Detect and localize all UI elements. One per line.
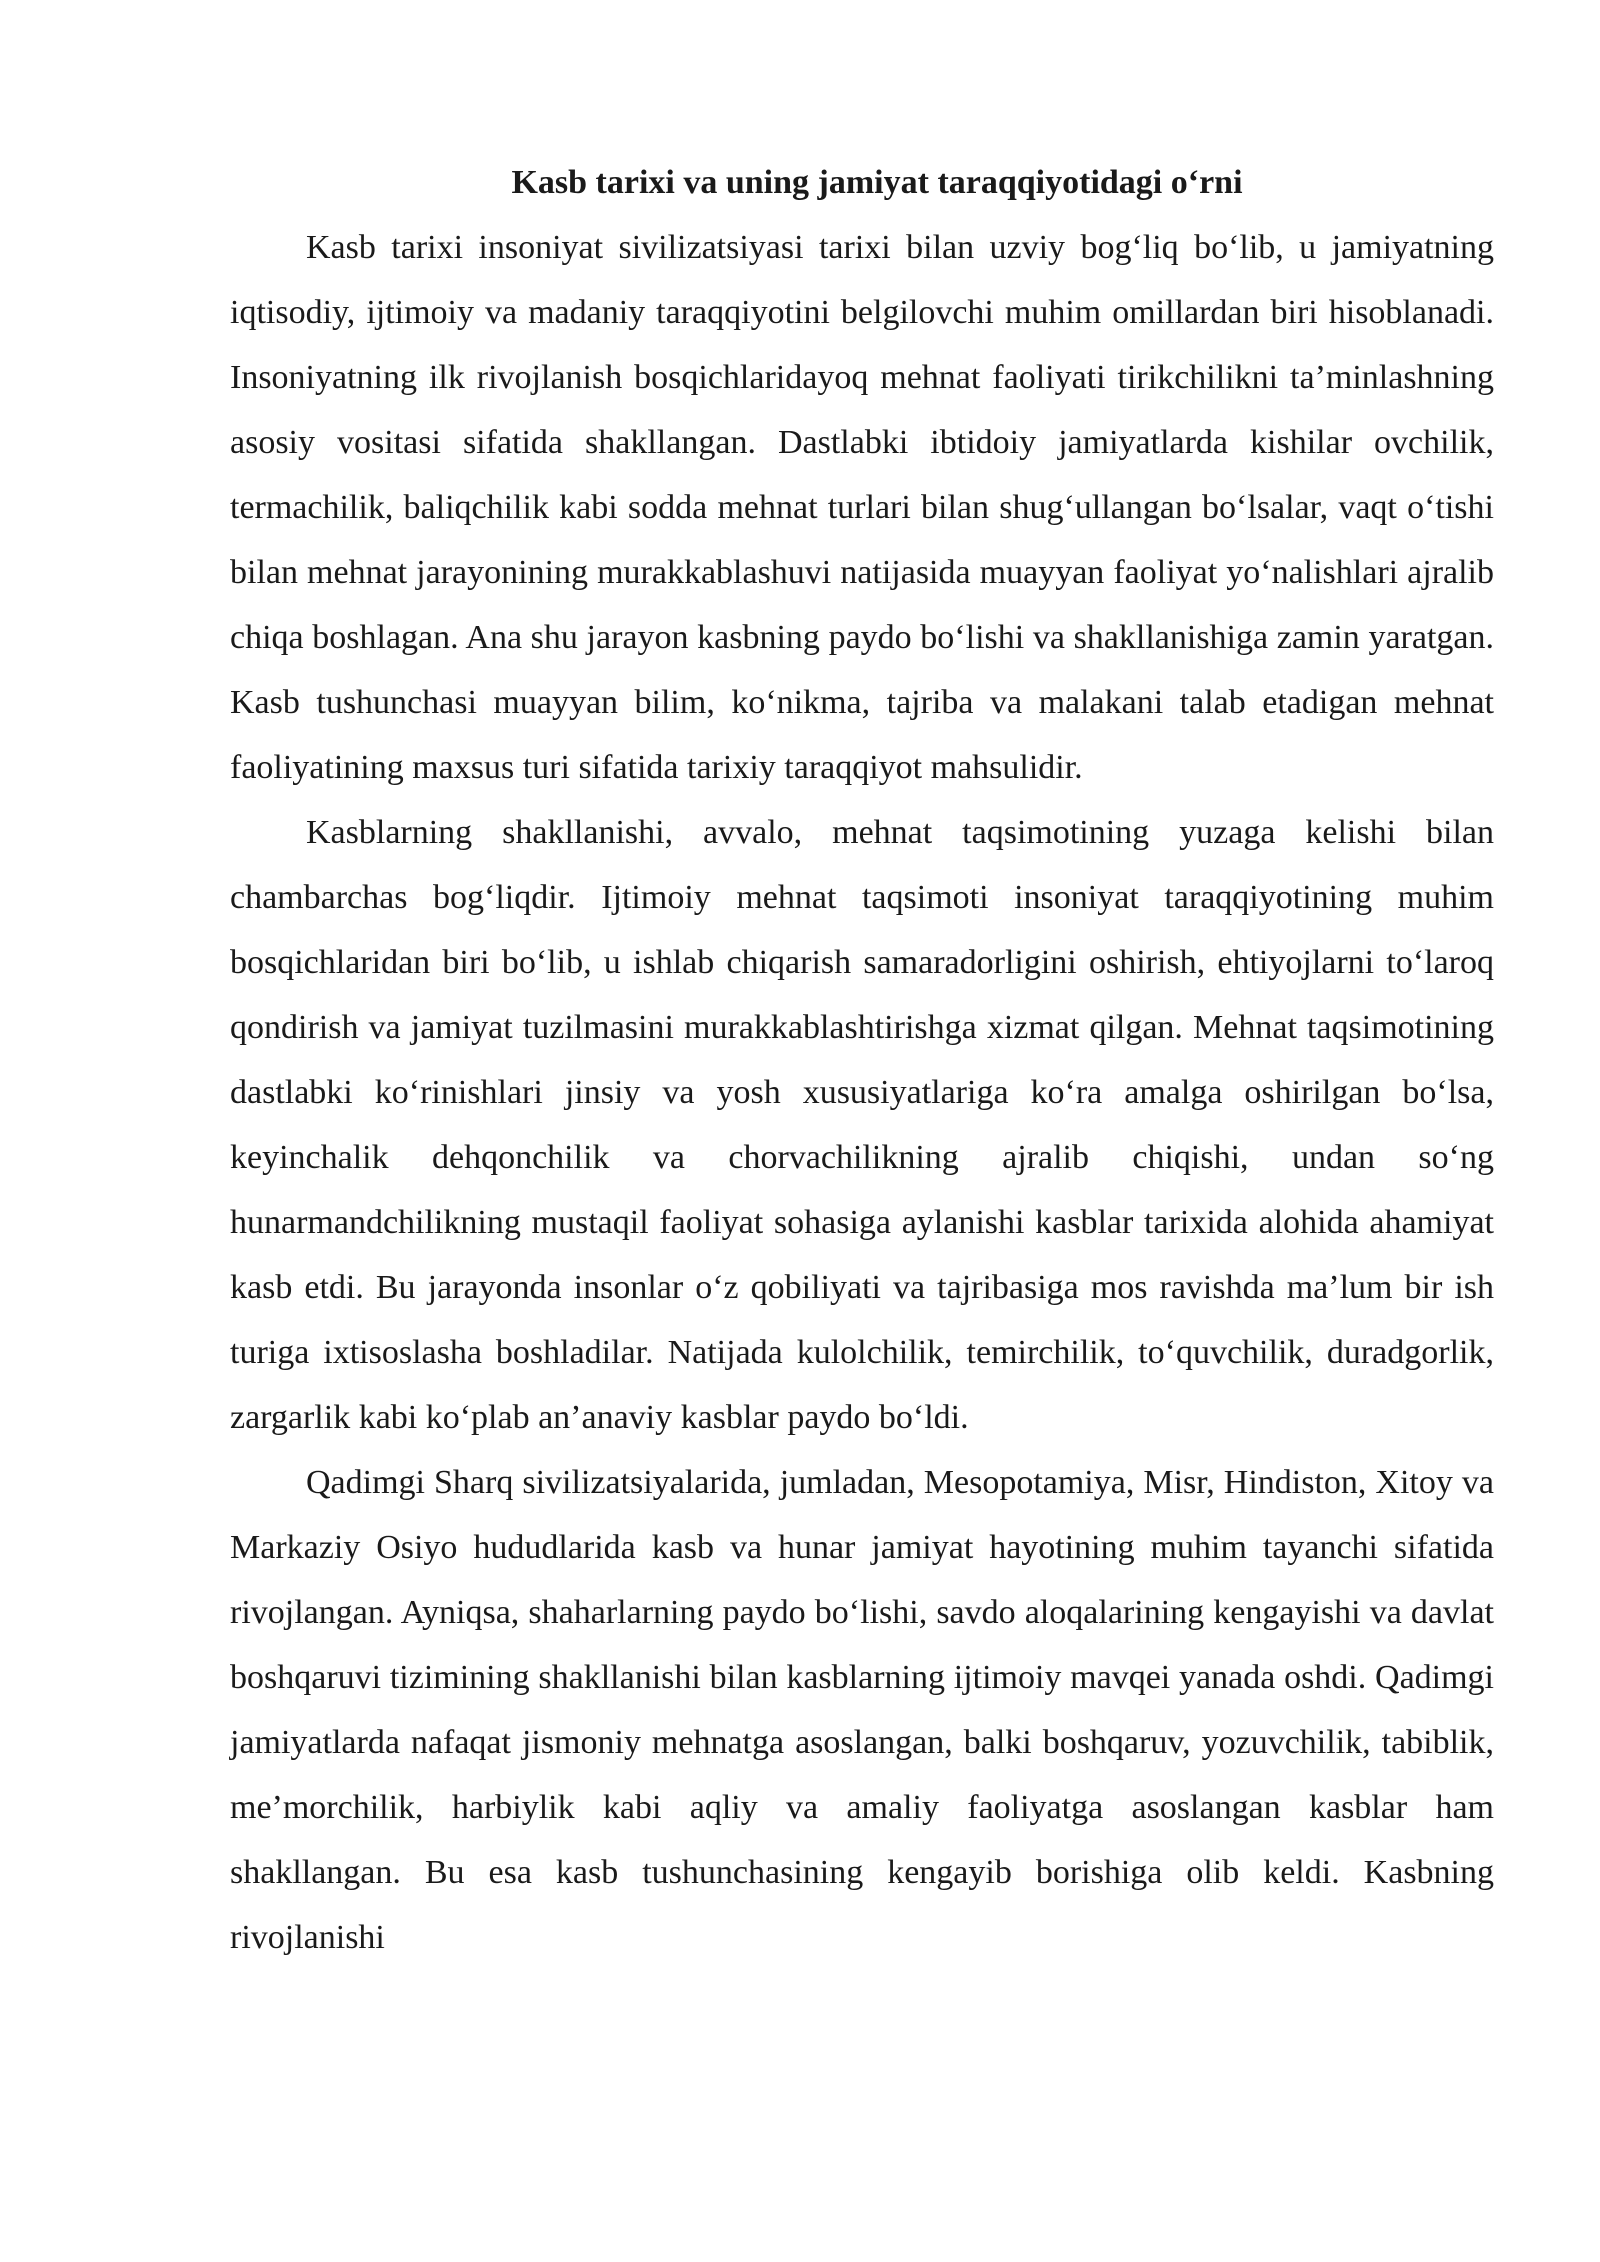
paragraph-3: Qadimgi Sharq sivilizatsiyalarida, jumladan, Mesopotamiya, Misr, Hindiston, Xitoy va Markaziy Osiyo hududlarida kasb va hunar jamiyat hayotining muhim tayanchi sifatida rivojlangan. Ayniqsa, shaharlarning paydo bo‘lishi, savdo aloqalarining kengayishi va davlat boshqaruvi tizimining shakllanishi bilan kasblarning ijtimoiy mavqei yanada oshdi. Qadimgi jamiyatlarda nafaqat jismoniy mehnatga asoslangan, balki boshqaruv, yozuvchilik, tabiblik, me’morchilik, harbiylik kabi aqliy va amaliy faoliyatga asoslangan kasblar ham shakllangan. Bu esa kasb tushunchasining kengayib borishiga olib keldi. Kasbning rivojlanishi (230, 1464, 1494, 1956)
document-title: Kasb tarixi va uning jamiyat taraqqiyotidagi o‘rni (511, 164, 1243, 201)
paragraph-1: Kasb tarixi insoniyat sivilizatsiyasi tarixi bilan uzviy bog‘liq bo‘lib, u jamiyatning iqtisodiy, ijtimoiy va madaniy taraqqiyotini belgilovchi muhim omillardan biri hisoblanadi. Insoniyatning ilk rivojlanish bosqichlaridayoq mehnat faoliyati tirikchilikni ta’minlashning asosiy vositasi sifatida shakllangan. Dastlabki ibtidoiy jamiyatlarda kishilar ovchilik, termachilik, baliqchilik kabi sodda mehnat turlari bilan shug‘ullangan bo‘lsalar, vaqt o‘tishi bilan mehnat jarayonining murakkablashuvi natijasida muayyan faoliyat yo‘nalishlari ajralib chiqa boshlagan. Ana shu jarayon kasbning paydo bo‘lishi va shakllanishiga zamin yaratgan. Kasb tushunchasi muayyan bilim, ko‘nikma, tajriba va malakani talab etadigan mehnat faoliyatining maxsus turi sifatida tarixiy taraqqiyot mahsulidir. (230, 229, 1494, 786)
document-body (230, 150, 1494, 1970)
paragraph-2: Kasblarning shakllanishi, avvalo, mehnat taqsimotining yuzaga kelishi bilan chambarchas bog‘liqdir. Ijtimoiy mehnat taqsimoti insoniyat taraqqiyotining muhim bosqichlaridan biri bo‘lib, u ishlab chiqarish samaradorligini oshirish, ehtiyojlarni to‘laroq qondirish va jamiyat tuzilmasini murakkablashtirishga xizmat qilgan. Mehnat taqsimotining dastlabki ko‘rinishlari jinsiy va yosh xususiyatlariga ko‘ra amalga oshirilgan bo‘lsa, keyinchalik dehqonchilik va chorvachilikning ajralib chiqishi, undan so‘ng hunarmandchilikning mustaqil faoliyat sohasiga aylanishi kasblar tarixida alohida ahamiyat kasb etdi. Bu jarayonda insonlar o‘z qobiliyati va tajribasiga mos ravishda ma’lum bir ish turiga ixtisoslasha boshladilar. Natijada kulolchilik, temirchilik, to‘quvchilik, duradgorlik, zargarlik kabi ko‘plab an’anaviy kasblar paydo bo‘ldi. (230, 814, 1494, 1436)
